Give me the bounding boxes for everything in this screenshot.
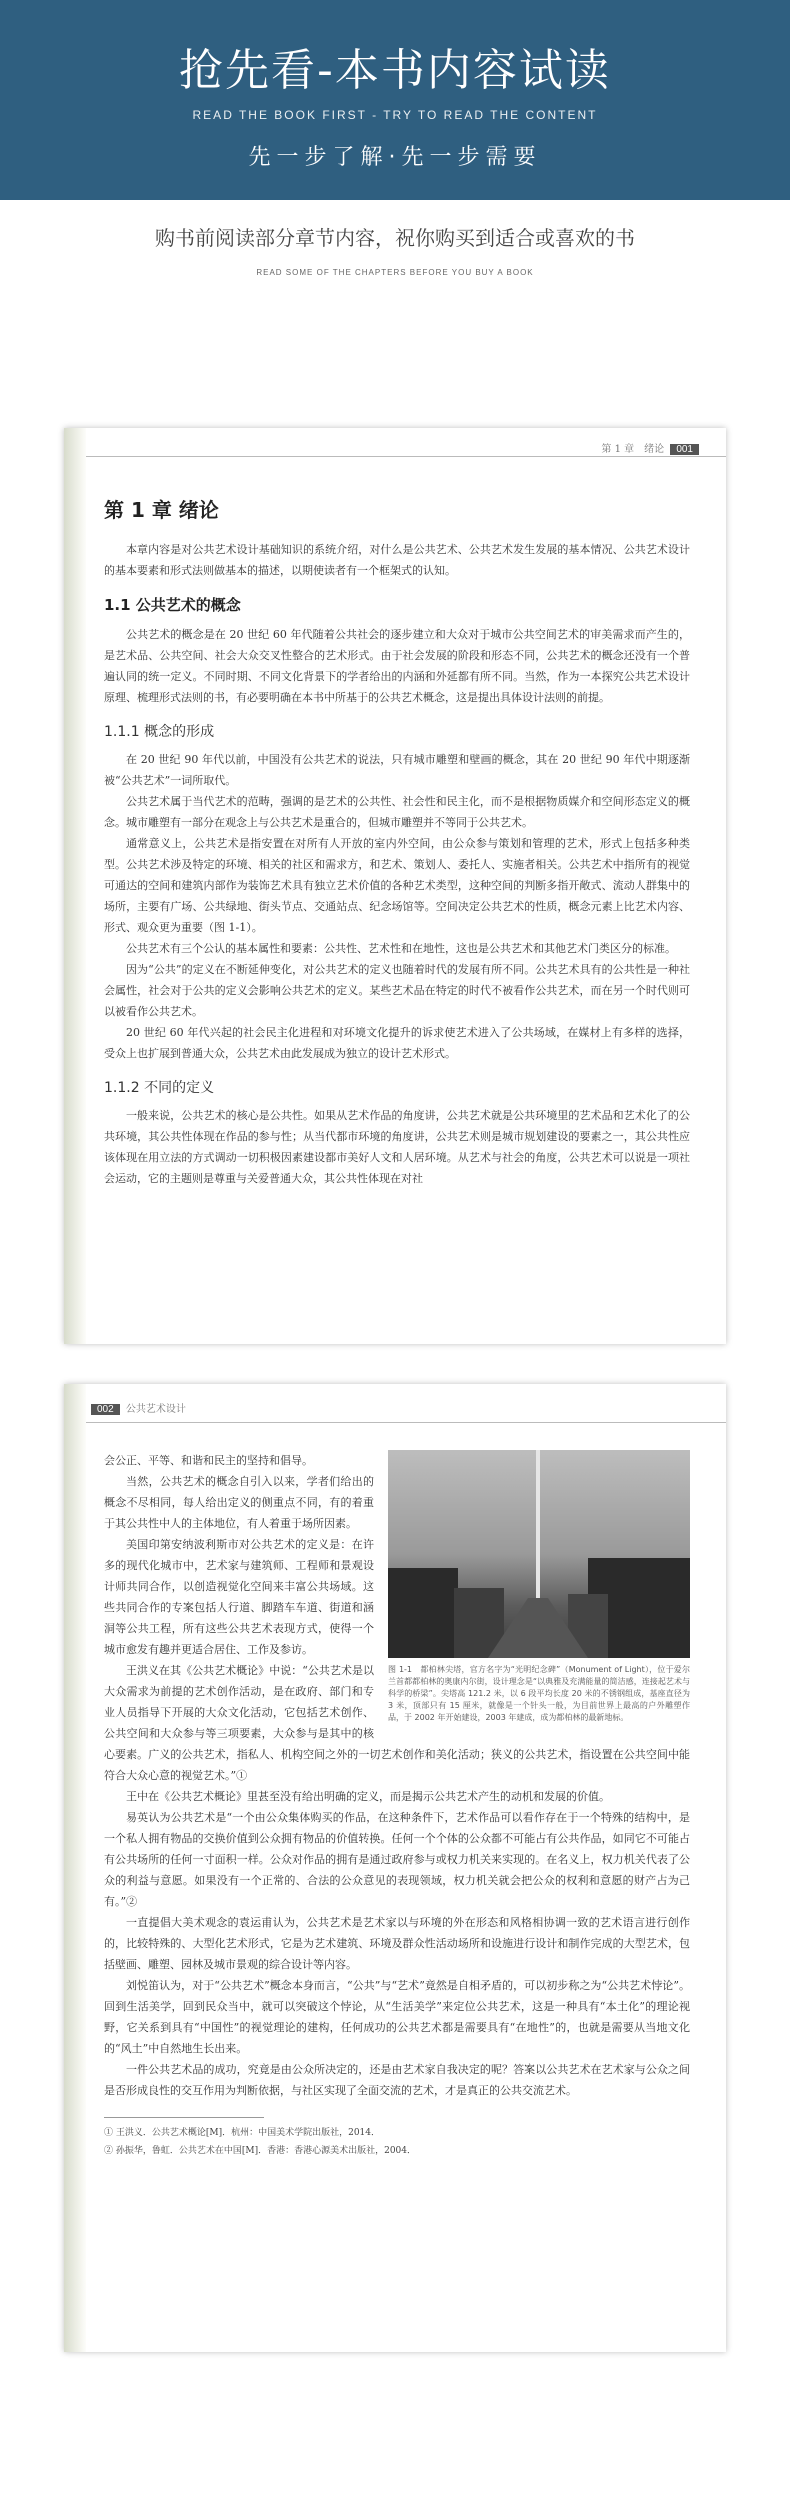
section-title: 1.1 公共艺术的概念	[104, 596, 241, 614]
banner-slogan: 先一步了解·先一步需要	[248, 145, 542, 170]
page-number: 001	[670, 444, 699, 455]
body-paragraph: 刘悦笛认为，对于“公共艺术”概念本身而言，“公共”与“艺术”竟然是自相矛盾的，可以初步称之为“公共艺术悖论”。回到生活美学，回到民众当中，就可以突破这个悖论，从“生活美学”来定位公共艺术，这是一种具有“本土化”的理论视野，它关系到具有“中国性”的视觉理论的建构，任何成功的公共艺术都是需要具有“在地性”的，也就是需要从当地文化的“风土”中自然地生长出来。	[104, 1979, 690, 2055]
body-paragraph: 王洪义在其《公共艺术概论》中说：“公共艺术是以大众需求为前提的艺术创作活动，是在政府、部门和专业人员指导下开展的大众文化活动，它包括艺术创作、公共空间和大众参与等三项要素，大众参与是其中的核心要素。广义的公共艺术，指私人、机构空间之外的一切艺术创作和美化活动；狭义的公共艺术，指设置在公共空间中能符合大众心意的视觉艺术。”①	[104, 1664, 690, 1782]
page-spine-shadow	[64, 428, 86, 1344]
subsection-title: 1.1.2 不同的定义	[104, 1080, 215, 1096]
body-paragraph: 一般来说，公共艺术的核心是公共性。如果从艺术作品的角度讲，公共艺术就是公共环境里的艺术品和艺术化了的公共环境，其公共性体现在作品的参与性；从当代都市环境的角度讲，公共艺术则是城市规划建设的要素之一，其公共性应该体现在用立法的方式调动一切积极因素建设都市美好人文和人居环境。从艺术与社会的角度，公共艺术可以说是一项社会运动，它的主题则是尊重与关爱普通大众，其公共性体现在对社	[104, 1109, 690, 1185]
footnote-rule	[104, 2117, 264, 2118]
book-page-1	[64, 428, 726, 1344]
figure-caption: 图 1-1 都柏林尖塔，官方名字为“光明纪念碑”（Monument of Light），位于爱尔兰首都都柏林的奥康内尔街，设计理念是“以典雅及充满能量的简洁感，连接起艺术与科学的桥梁”。尖塔高 121.2 米，以 6 段平均长度 20 米的不锈钢组成，基座直径为 3 米，顶部只有 15 厘米，就像是一个针头一般，为目前世界上最高的户外雕塑作品，于 2002 年开始建设，2003 年建成，成为都柏林的最新地标。	[388, 1665, 690, 1722]
body-paragraph: 会公正、平等、和谐和民主的坚持和倡导。	[104, 1454, 313, 1467]
dublin-spire-photo	[388, 1450, 690, 1658]
running-header	[88, 1400, 186, 1415]
intro-text-en: READ SOME OF THE CHAPTERS BEFORE YOU BUY A BOOK	[256, 268, 534, 277]
footnote: ① 王洪义．公共艺术概论[M]．杭州：中国美术学院出版社，2014．	[104, 2128, 381, 2138]
figure-1-1	[388, 1450, 690, 1724]
header-rule	[86, 456, 726, 457]
banner-title: 抢先看-本书内容试读	[179, 45, 611, 96]
body-paragraph: 当然，公共艺术的概念自引入以来，学者们给出的概念不尽相同，每人给出定义的侧重点不同，有的着重于其公共性中人的主体地位，有人着重于场所因素。	[104, 1475, 374, 1530]
page-2-content	[104, 1450, 690, 2160]
running-header-text: 公共艺术设计	[125, 1404, 186, 1415]
building-shape	[388, 1568, 458, 1658]
footnote: ② 孙振华，鲁虹．公共艺术在中国[M]．香港：香港心源美术出版社，2004．	[104, 2146, 417, 2156]
chapter-title: 第 1 章 绪论	[104, 498, 219, 522]
body-paragraph: 在 20 世纪 90 年代以前，中国没有公共艺术的说法，只有城市雕塑和壁画的概念，其在 20 世纪 90 年代中期逐渐被“公共艺术”一词所取代。	[104, 753, 690, 787]
body-paragraph: 美国印第安纳波利斯市对公共艺术的定义是：在许多的现代化城市中，艺术家与建筑师、工程师和景观设计师共同合作，以创造视觉化空间来丰富公共场域。这些共同合作的专案包括人行道、脚踏车车道、街道和涵洞等公共工程，所有这些公共艺术表现方式，使得一个城市愈发有趣并更适合居住、工作及参访。	[104, 1538, 374, 1656]
body-paragraph: 因为“公共”的定义在不断延伸变化，对公共艺术的定义也随着时代的发展有所不同。公共艺术具有的公共性是一种社会属性，社会对于公共的定义会影响公共艺术的定义。某些艺术品在特定的时代不被看作公共艺术，而在另一个时代则可以被看作公共艺术。	[104, 963, 690, 1018]
running-header	[601, 440, 702, 455]
body-paragraph: 公共艺术的概念是在 20 世纪 60 年代随着公共社会的逐步建立和大众对于城市公共空间艺术的审美需求而产生的，是艺术品、公共空间、社会大众交叉性整合的艺术形式。由于社会发展的阶段和形态不同，公共艺术的概念还没有一个普遍认同的统一定义。不同时期、不同文化背景下的学者给出的内涵和外延都有所不同。当然，作为一本探究公共艺术设计原理、梳理形式法则的书，有必要明确在本书中所基于的公共艺术概念，这是提出具体设计法则的前提。	[104, 628, 690, 704]
subsection-title: 1.1.1 概念的形成	[104, 724, 215, 740]
body-paragraph: 通常意义上，公共艺术是指安置在对所有人开放的室内外空间，由公众参与策划和管理的艺术，形式上包括多种类型。公共艺术涉及特定的环境、相关的社区和需求方，和艺术、策划人、委托人、实施者相关。公共艺术中指所有的视觉可通达的空间和建筑内部作为装饰艺术具有独立艺术价值的各种艺术类型，这种空间的判断多指开敞式、流动人群集中的场所，主要有广场、公共绿地、街头节点、交通站点、纪念场馆等。空间决定公共艺术的性质，概念元素上比艺术内容、形式、观众更为重要（图 1-1）。	[104, 837, 690, 934]
body-paragraph: 王中在《公共艺术概论》里甚至没有给出明确的定义，而是揭示公共艺术产生的动机和发展的价值。	[126, 1790, 610, 1803]
header-rule	[86, 1422, 726, 1423]
body-paragraph: 公共艺术有三个公认的基本属性和要素：公共性、艺术性和在地性，这也是公共艺术和其他艺术门类区分的标准。	[126, 942, 676, 955]
intro-text: 购书前阅读部分章节内容，祝你购买到适合或喜欢的书	[155, 226, 635, 250]
page-1-content	[104, 484, 690, 1189]
body-paragraph: 易英认为公共艺术是“一个由公众集体购买的作品，在这种条件下，艺术作品可以看作存在于一个特殊的结构中，是一个私人拥有物品的交换价值到公众拥有物品的价值转换。任何一个个体的公众都不可能占有公共作品，如同它不可能占有公共场所的任何一寸面积一样。公众对作品的拥有是通过政府参与或权力机关来实现的。在名义上，权力机关代表了公众的利益与意愿。如果没有一个正常的、合法的公众意见的表现领域，权力机关就会把公众的权利和意愿的财产占为己有。”②	[104, 1811, 690, 1908]
top-banner	[0, 0, 790, 200]
body-paragraph: 一件公共艺术品的成功，究竟是由公众所决定的，还是由艺术家自我决定的呢？答案以公共艺术在艺术家与公众之间是否形成良性的交互作用为判断依据，与社区实现了全面交流的艺术，才是真正的公共交流艺术。	[104, 2063, 690, 2097]
page-number: 002	[91, 1404, 120, 1415]
body-paragraph: 20 世纪 60 年代兴起的社会民主化进程和对环境文化提升的诉求使艺术进入了公共场域，在媒材上有多样的选择，受众上也扩展到普通大众，公共艺术由此发展成为独立的设计艺术形式。	[104, 1026, 690, 1060]
book-page-2	[64, 1384, 726, 2352]
running-header-text: 第 1 章 绪论	[601, 444, 665, 455]
chapter-intro: 本章内容是对公共艺术设计基础知识的系统介绍，对什么是公共艺术、公共艺术发生发展的基本情况、公共艺术设计的基本要素和形式法则做基本的描述，以期使读者有一个框架式的认知。	[104, 543, 690, 577]
banner-subtitle-en: READ THE BOOK FIRST - TRY TO READ THE CONTENT	[192, 108, 598, 122]
body-paragraph: 公共艺术属于当代艺术的范畴，强调的是艺术的公共性、社会性和民主化，而不是根据物质媒介和空间形态定义的概念。城市雕塑有一部分在观念上与公共艺术是重合的，但城市雕塑并不等同于公共艺术。	[104, 795, 690, 829]
page-spine-shadow	[64, 1384, 86, 2352]
body-paragraph: 一直提倡大美术观念的袁运甫认为，公共艺术是艺术家以与环境的外在形态和风格相协调一致的艺术语言进行创作的，比较特殊的、大型化艺术形式，它是为艺术建筑、环境及群众性活动场所和设施进行设计和制作完成的大型艺术，包括壁画、雕塑、园林及城市景观的综合设计等内容。	[104, 1916, 690, 1971]
